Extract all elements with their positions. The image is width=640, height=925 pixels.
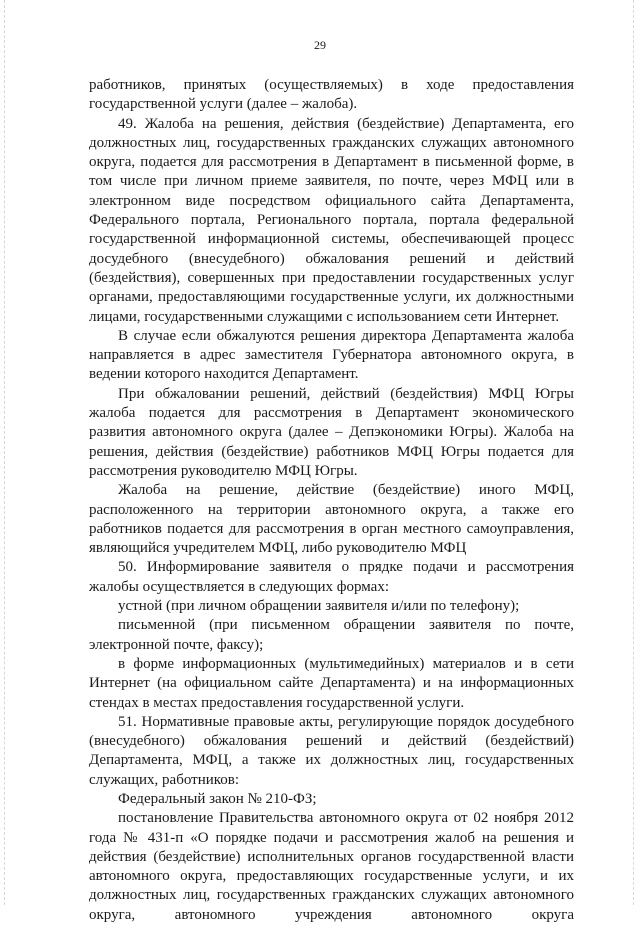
paragraph-other-mfc-complaint: Жалоба на решение, действие (бездействие) иного МФЦ, расположенного на территории автономного округа, а также его работников подается для рассмотрения в орган местного самоуправления, являющийся учредителем МФЦ, либо руководителю МФЦ <box>89 482 574 557</box>
paragraph-51: 51. Нормативные правовые акты, регулирующие порядок досудебного (внесудебного) обжалования решений и действий (бездействий) Департамента, МФЦ, а также их должностных лиц, государственных служащих, работников: <box>89 713 574 788</box>
list-item-federal-law: Федеральный закон № 210-ФЗ; <box>118 790 317 807</box>
list-item-written: письменной (при письменном обращении заявителя по почте, электронной почте, факсу); <box>89 617 574 653</box>
list-item-informational: в форме информационных (мультимедийных) материалов и в сети Интернет (на официальном сайте Департамента) и на информационных стендах в местах предоставления государственной услуги. <box>89 655 574 711</box>
paragraph-50: 50. Информирование заявителя о прядке подачи и рассмотрения жалобы осуществляется в следующих формах: <box>89 559 574 595</box>
scan-edge-left <box>4 0 5 905</box>
list-item-government-resolution: постановление Правительства автономного округа от 02 ноября 2012 года № 431-п «О порядке подачи и рассмотрения жалоб на решения и действия (бездействие) исполнительных органов государственной власти автономного округа, предоставляющих государственные услуги, и их должностных лиц, государственных гражданских служащих автономного округа, автономного учреждения автономного округа <box>89 810 574 923</box>
paragraph-mfc-yugra-complaint: При обжаловании решений, действий (бездействия) МФЦ Югры жалоба подается для рассмотрения в Департамент экономического развития автономного округа (далее – Депэкономики Югры). Жалоба на решения, действия (бездействие) работников МФЦ Югры подается для рассмотрения руководителю МФЦ Югры. <box>89 385 574 479</box>
page-number: 29 <box>314 38 326 52</box>
paragraph-49: 49. Жалоба на решения, действия (бездействие) Департамента, его должностных лиц, государственных гражданских служащих автономного округа, подается для рассмотрения в Департамент в письменной форме, в том числе при личном приеме заявителя, по почте, через МФЦ или в электронном виде посредством официального сайта Департамента, Федерального портала, Регионального портала, портала федеральной государственной информационной системы, обеспечивающей процесс досудебного (внесудебного) обжалования решений и действий (бездействия), совершенных при предоставлении государственных услуг органами, предоставляющими государственные услуги, их должностными лицами, государственными служащими с использованием сети Интернет. <box>89 115 574 325</box>
list-item-oral: устной (при личном обращении заявителя и/или по телефону); <box>118 598 520 615</box>
paragraph-director-complaint: В случае если обжалуются решения директора Департамента жалоба направляется в адрес заместителя Губернатора автономного округа, в ведении которого находится Департамент. <box>89 327 574 383</box>
document-body <box>89 76 574 925</box>
paragraph-continuation: работников, принятых (осуществляемых) в ходе предоставления государственной услуги (далее – жалоба). <box>89 77 574 113</box>
scan-edge-right <box>633 0 634 905</box>
